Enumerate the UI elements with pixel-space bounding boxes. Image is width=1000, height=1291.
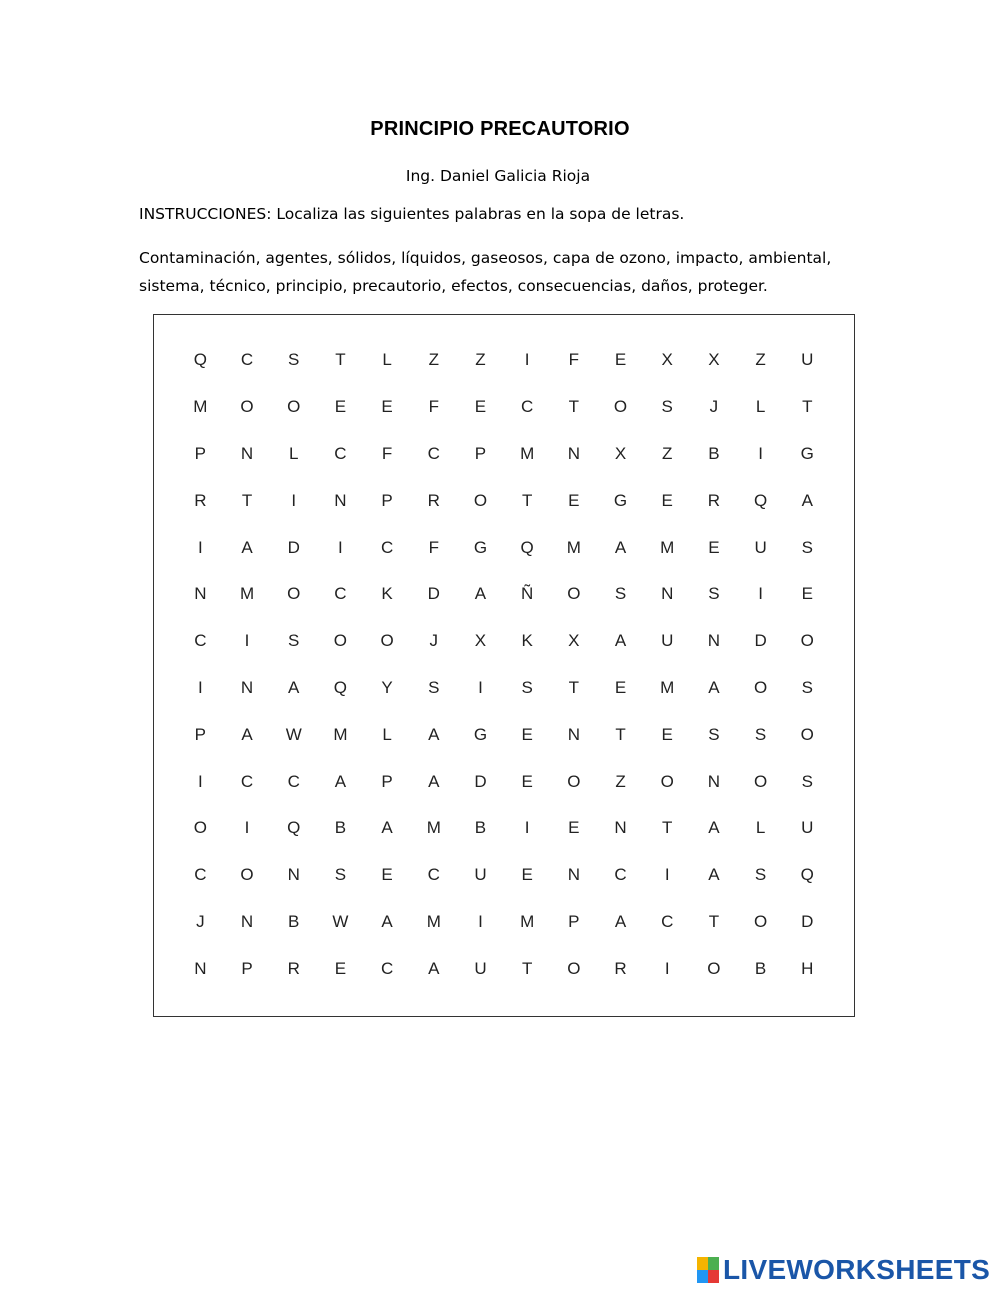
- grid-cell[interactable]: X: [474, 631, 487, 651]
- grid-cell[interactable]: O: [287, 584, 301, 604]
- grid-cell[interactable]: D: [474, 771, 487, 791]
- grid-cell[interactable]: Z: [475, 350, 486, 370]
- grid-cell[interactable]: S: [614, 584, 627, 604]
- grid-cell[interactable]: O: [613, 397, 628, 417]
- grid-cell[interactable]: S: [801, 537, 813, 557]
- grid-cell[interactable]: P: [381, 490, 393, 510]
- grid-cell[interactable]: M: [333, 724, 348, 744]
- grid-cell[interactable]: I: [478, 677, 483, 697]
- grid-cell[interactable]: E: [521, 724, 533, 744]
- grid-cell[interactable]: I: [664, 865, 670, 885]
- grid-cell[interactable]: T: [662, 818, 673, 838]
- liveworksheets-logo[interactable]: [697, 1252, 990, 1288]
- grid-cell[interactable]: P: [194, 443, 207, 463]
- grid-cell[interactable]: G: [613, 490, 628, 510]
- grid-cell[interactable]: L: [755, 818, 766, 838]
- grid-cell[interactable]: A: [428, 771, 440, 791]
- grid-cell[interactable]: W: [332, 911, 349, 931]
- grid-cell[interactable]: P: [241, 958, 253, 978]
- grid-cell[interactable]: J: [709, 397, 719, 417]
- grid-cell[interactable]: S: [801, 677, 813, 697]
- grid-cell[interactable]: O: [240, 397, 254, 417]
- grid-cell[interactable]: O: [473, 490, 488, 510]
- grid-cell[interactable]: R: [427, 490, 440, 510]
- grid-cell[interactable]: C: [287, 771, 300, 791]
- grid-cell[interactable]: O: [287, 397, 301, 417]
- grid-cell[interactable]: G: [473, 537, 488, 557]
- word-search-grid[interactable]: [177, 337, 831, 992]
- grid-cell[interactable]: N: [614, 818, 627, 838]
- grid-cell[interactable]: S: [661, 397, 673, 417]
- grid-cell[interactable]: Q: [193, 350, 207, 370]
- grid-cell[interactable]: D: [801, 911, 814, 931]
- logo-text: LIVEWORKSHEETS: [723, 1254, 991, 1285]
- grid-cell[interactable]: C: [194, 865, 207, 885]
- grid-cell[interactable]: Ñ: [521, 584, 534, 604]
- grid-cell[interactable]: C: [334, 584, 347, 604]
- grid-cell[interactable]: X: [708, 350, 720, 370]
- logo-square: [697, 1257, 708, 1270]
- grid-cell[interactable]: C: [521, 397, 534, 417]
- grid-cell[interactable]: N: [287, 865, 300, 885]
- grid-cell[interactable]: A: [428, 724, 440, 744]
- grid-cell[interactable]: J: [196, 911, 205, 931]
- grid-cell[interactable]: N: [707, 771, 721, 791]
- grid-cell[interactable]: R: [194, 490, 207, 510]
- grid-cell[interactable]: L: [755, 397, 766, 417]
- grid-cell[interactable]: S: [754, 865, 767, 885]
- grid-cell[interactable]: M: [426, 911, 441, 931]
- grid-cell[interactable]: S: [708, 584, 720, 604]
- grid-cell[interactable]: I: [291, 490, 297, 510]
- grid-cell[interactable]: K: [521, 631, 533, 651]
- grid-cell[interactable]: C: [380, 958, 394, 978]
- grid-cell[interactable]: A: [381, 818, 393, 838]
- grid-cell[interactable]: F: [428, 537, 439, 557]
- grid-cell[interactable]: E: [521, 771, 533, 791]
- grid-cell[interactable]: I: [524, 818, 530, 838]
- grid-cell[interactable]: C: [194, 631, 207, 651]
- grid-cell[interactable]: A: [708, 818, 720, 838]
- grid-cell[interactable]: A: [614, 911, 627, 931]
- grid-cell[interactable]: A: [241, 724, 253, 744]
- grid-cell[interactable]: B: [334, 818, 347, 838]
- grid-cell[interactable]: C: [661, 911, 674, 931]
- grid-cell[interactable]: I: [478, 911, 483, 931]
- grid-cell[interactable]: O: [800, 724, 814, 744]
- grid-cell[interactable]: O: [800, 631, 814, 651]
- grid-cell[interactable]: D: [754, 631, 767, 651]
- grid-cell[interactable]: N: [334, 490, 347, 510]
- grid-cell[interactable]: T: [802, 397, 813, 417]
- grid-cell[interactable]: E: [708, 537, 720, 557]
- grid-cell[interactable]: M: [193, 397, 208, 417]
- grid-cell[interactable]: S: [754, 724, 767, 744]
- author-line: Ing. Daniel Galicia Rioja: [405, 167, 591, 185]
- grid-cell[interactable]: P: [381, 771, 393, 791]
- grid-cell[interactable]: M: [239, 584, 255, 604]
- grid-cell[interactable]: E: [381, 397, 393, 417]
- grid-cell[interactable]: T: [615, 724, 626, 744]
- grid-cell[interactable]: M: [520, 443, 535, 463]
- grid-cell[interactable]: E: [614, 350, 627, 370]
- word-list: Contaminación, agentes, sólidos, líquidos, gaseosos, capa de ozono, impacto, ambiental, sistema, técnico, principio, precautorio, efectos, consecuencias, daños, proteger.: [139, 249, 832, 295]
- grid-cell[interactable]: U: [801, 350, 814, 370]
- grid-cell[interactable]: I: [758, 584, 763, 604]
- grid-cell[interactable]: Q: [753, 490, 768, 510]
- grid-cell[interactable]: A: [334, 771, 347, 791]
- grid-cell[interactable]: S: [428, 677, 440, 697]
- grid-cell[interactable]: O: [193, 818, 207, 838]
- grid-cell[interactable]: I: [197, 771, 203, 791]
- grid-cell[interactable]: H: [801, 958, 814, 978]
- grid-cell[interactable]: S: [708, 724, 720, 744]
- grid-cell[interactable]: E: [334, 397, 347, 417]
- grid-cell[interactable]: I: [664, 958, 670, 978]
- grid-cell[interactable]: O: [660, 771, 674, 791]
- grid-cell[interactable]: O: [380, 631, 394, 651]
- logo-square: [708, 1257, 719, 1270]
- grid-cell[interactable]: E: [381, 865, 393, 885]
- grid-cell[interactable]: O: [753, 677, 768, 697]
- grid-cell[interactable]: Z: [755, 350, 766, 370]
- grid-cell[interactable]: S: [334, 865, 347, 885]
- grid-cell[interactable]: M: [520, 911, 535, 931]
- grid-cell[interactable]: R: [287, 958, 300, 978]
- grid-cell[interactable]: E: [521, 865, 533, 885]
- grid-cell[interactable]: A: [241, 537, 253, 557]
- grid-cell[interactable]: G: [800, 443, 814, 463]
- grid-cell[interactable]: E: [614, 677, 627, 697]
- grid-cell[interactable]: L: [382, 724, 392, 744]
- grid-cell[interactable]: B: [288, 911, 300, 931]
- grid-cell[interactable]: M: [660, 677, 675, 697]
- grid-cell[interactable]: C: [380, 537, 394, 557]
- grid-cell[interactable]: B: [754, 958, 767, 978]
- grid-cell[interactable]: C: [240, 771, 254, 791]
- grid-cell[interactable]: X: [568, 631, 580, 651]
- grid-cell[interactable]: B: [708, 443, 720, 463]
- grid-cell[interactable]: S: [521, 677, 533, 697]
- grid-cell[interactable]: N: [567, 865, 580, 885]
- grid-cell[interactable]: F: [428, 397, 439, 417]
- grid-cell[interactable]: N: [240, 677, 254, 697]
- grid-cell[interactable]: F: [568, 350, 580, 370]
- logo-square: [708, 1270, 719, 1283]
- grid-cell[interactable]: O: [240, 865, 254, 885]
- grid-cell[interactable]: E: [334, 958, 347, 978]
- grid-cell[interactable]: U: [474, 958, 487, 978]
- logo-square: [697, 1270, 708, 1283]
- grid-cell[interactable]: E: [568, 818, 580, 838]
- grid-cell[interactable]: J: [429, 631, 439, 651]
- grid-cell[interactable]: C: [427, 865, 440, 885]
- grid-cell[interactable]: N: [567, 724, 580, 744]
- grid-cell[interactable]: P: [474, 443, 487, 463]
- grid-cell[interactable]: G: [473, 724, 488, 744]
- grid-cell[interactable]: E: [474, 397, 487, 417]
- grid-cell[interactable]: C: [334, 443, 347, 463]
- grid-cell[interactable]: U: [754, 537, 767, 557]
- grid-cell[interactable]: T: [521, 958, 533, 978]
- grid-cell[interactable]: D: [287, 537, 300, 557]
- grid-cell[interactable]: U: [661, 631, 674, 651]
- grid-cell[interactable]: N: [240, 911, 254, 931]
- grid-cell[interactable]: A: [474, 584, 487, 604]
- grid-cell[interactable]: N: [194, 584, 207, 604]
- grid-cell[interactable]: N: [194, 958, 207, 978]
- grid-cell[interactable]: M: [566, 537, 581, 557]
- grid-cell[interactable]: C: [614, 865, 627, 885]
- grid-cell[interactable]: A: [288, 677, 300, 697]
- grid-cell[interactable]: Q: [800, 865, 814, 885]
- grid-cell[interactable]: N: [661, 584, 674, 604]
- grid-cell[interactable]: N: [240, 443, 254, 463]
- grid-cell[interactable]: X: [614, 443, 627, 463]
- grid-cell[interactable]: T: [568, 677, 580, 697]
- grid-cell[interactable]: I: [244, 631, 250, 651]
- grid-cell[interactable]: I: [758, 443, 763, 463]
- grid-cell[interactable]: T: [521, 490, 533, 510]
- grid-cell[interactable]: L: [382, 350, 392, 370]
- grid-cell[interactable]: Q: [333, 677, 348, 697]
- grid-cell[interactable]: O: [707, 958, 721, 978]
- grid-cell[interactable]: I: [338, 537, 343, 557]
- grid-cell[interactable]: A: [614, 631, 627, 651]
- grid-cell[interactable]: N: [707, 631, 721, 651]
- grid-cell[interactable]: I: [197, 677, 203, 697]
- grid-cell[interactable]: A: [708, 677, 720, 697]
- grid-cell[interactable]: U: [474, 865, 487, 885]
- grid-cell[interactable]: L: [288, 443, 299, 463]
- grid-cell[interactable]: A: [801, 490, 813, 510]
- grid-cell[interactable]: S: [801, 771, 813, 791]
- grid-cell[interactable]: Z: [662, 443, 673, 463]
- grid-cell[interactable]: M: [426, 818, 441, 838]
- grid-cell[interactable]: E: [661, 724, 673, 744]
- grid-cell[interactable]: S: [288, 631, 300, 651]
- grid-cell[interactable]: C: [240, 350, 254, 370]
- grid-cell[interactable]: O: [567, 958, 581, 978]
- grid-cell[interactable]: O: [753, 771, 768, 791]
- grid-cell[interactable]: R: [614, 958, 627, 978]
- grid-cell[interactable]: S: [288, 350, 300, 370]
- grid-cell[interactable]: T: [241, 490, 253, 510]
- grid-cell[interactable]: T: [335, 350, 346, 370]
- liveworksheets-logo-icon: [697, 1257, 719, 1283]
- grid-cell[interactable]: E: [661, 490, 673, 510]
- grid-cell[interactable]: R: [707, 490, 721, 510]
- grid-cell[interactable]: O: [333, 631, 348, 651]
- grid-cell[interactable]: P: [568, 911, 580, 931]
- grid-cell[interactable]: A: [614, 537, 627, 557]
- grid-cell[interactable]: D: [427, 584, 440, 604]
- grid-cell[interactable]: X: [661, 350, 673, 370]
- grid-cell[interactable]: T: [708, 911, 720, 931]
- grid-cell[interactable]: E: [568, 490, 580, 510]
- grid-cell[interactable]: A: [428, 958, 440, 978]
- grid-cell[interactable]: Q: [287, 818, 301, 838]
- grid-cell[interactable]: C: [427, 443, 440, 463]
- page-title: PRINCIPIO PRECAUTORIO: [370, 118, 630, 140]
- grid-cell[interactable]: I: [524, 350, 530, 370]
- grid-cell[interactable]: Y: [381, 677, 393, 697]
- grid-cell[interactable]: W: [285, 724, 302, 744]
- grid-cell[interactable]: E: [801, 584, 813, 604]
- grid-cell[interactable]: T: [568, 397, 580, 417]
- grid-cell[interactable]: Z: [615, 771, 626, 791]
- grid-cell[interactable]: U: [801, 818, 814, 838]
- grid-cell[interactable]: O: [567, 584, 581, 604]
- grid-cell[interactable]: A: [708, 865, 720, 885]
- grid-cell[interactable]: O: [753, 911, 768, 931]
- instructions-text: INSTRUCCIONES: Localiza las siguientes palabras en la sopa de letras.: [139, 205, 685, 223]
- grid-cell[interactable]: P: [194, 724, 207, 744]
- grid-cell[interactable]: I: [244, 818, 250, 838]
- grid-cell[interactable]: M: [660, 537, 675, 557]
- grid-cell[interactable]: F: [381, 443, 393, 463]
- grid-cell[interactable]: A: [381, 911, 393, 931]
- grid-cell[interactable]: N: [567, 443, 580, 463]
- grid-cell[interactable]: Q: [520, 537, 534, 557]
- grid-cell[interactable]: Z: [428, 350, 439, 370]
- grid-cell[interactable]: B: [474, 818, 487, 838]
- grid-cell[interactable]: I: [197, 537, 203, 557]
- grid-cell[interactable]: O: [567, 771, 581, 791]
- grid-cell[interactable]: K: [381, 584, 393, 604]
